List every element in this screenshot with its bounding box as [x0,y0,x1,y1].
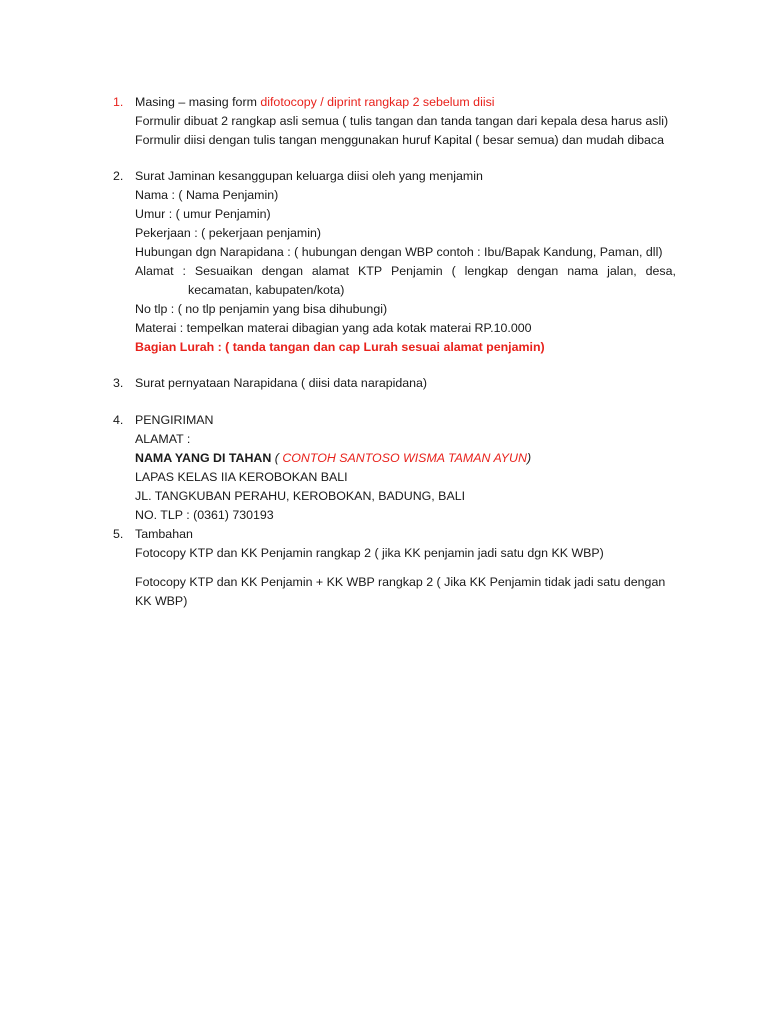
example-close-paren: ) [526,451,532,465]
item-4-telp: NO. TLP : (0361) 730193 [135,508,274,522]
alamat-word: dengan [261,264,303,278]
item-1-line-3: Formulir diisi dengan tulis tangan menggunakan huruf Kapital ( besar semua) dan mudah dibaca [135,133,664,147]
item-1-intro-text: Masing – masing form [135,95,261,109]
example-open-paren: ( [271,451,283,465]
item-2-umur: Umur : ( umur Penjamin) [135,207,271,221]
alamat-word: lengkap [464,264,509,278]
alamat-word: ( [451,264,456,278]
item-2-alamat-line [135,262,676,281]
item-4-alamat-label: ALAMAT : [135,432,191,446]
item-2-notlp: No tlp : ( no tlp penjamin yang bisa dihubungi) [135,302,388,316]
list-number-1: 1. [113,95,124,109]
alamat-word: alamat [311,264,350,278]
item-2-materai: Materai : tempelkan materai dibagian yang ada kotak materai RP.10.000 [135,321,532,335]
list-number-2: 2. [113,169,124,183]
item-5-fotocopy-2: Fotocopy KTP dan KK Penjamin + KK WBP rangkap 2 ( Jika KK Penjamin tidak jadi satu dengan KK WBP) [135,575,666,608]
item-2-pekerjaan: Pekerjaan : ( pekerjaan penjamin) [135,226,321,240]
example-name: CONTOH SANTOSO WISMA TAMAN AYUN [282,451,527,465]
alamat-word: desa, [645,264,676,278]
item-4-pengiriman: PENGIRIMAN [135,413,214,427]
item-2-alamat-continued: kecamatan, kabupaten/kota) [188,283,345,297]
item-1-line-2: Formulir dibuat 2 rangkap asli semua ( tulis tangan dan tanda tangan dari kepala desa harus asli) [135,114,669,128]
alamat-word: : [182,264,186,278]
item-4-lapas: LAPAS KELAS IIA KEROBOKAN BALI [135,470,348,484]
alamat-word: KTP [358,264,383,278]
alamat-word: Sesuaikan [194,264,253,278]
nama-yang-ditahan-label: NAMA YANG DI TAHAN [135,451,272,465]
alamat-word: jalan, [607,264,637,278]
item-4-jalan: JL. TANGKUBAN PERAHU, KEROBOKAN, BADUNG, BALI [135,489,466,503]
item-5-tambahan: Tambahan [135,527,193,541]
item-1-red-instruction: difotocopy / diprint rangkap 2 sebelum diisi [260,95,495,109]
item-2-line-1: Surat Jaminan kesanggupan keluarga diisi oleh yang menjamin [135,169,483,183]
item-2-bagian-lurah: Bagian Lurah : ( tanda tangan dan cap Lurah sesuai alamat penjamin) [135,340,545,354]
list-number-4: 4. [113,413,124,427]
alamat-word: dengan [516,264,559,278]
item-2-nama: Nama : ( Nama Penjamin) [135,188,279,202]
item-5-fotocopy-1: Fotocopy KTP dan KK Penjamin rangkap 2 ( jika KK penjamin jadi satu dgn KK WBP) [135,546,604,560]
list-number-5: 5. [113,527,124,541]
list-number-3: 3. [113,376,124,390]
alamat-word: Alamat [135,264,174,278]
item-3-line-1: Surat pernyataan Narapidana ( diisi data narapidana) [135,376,428,390]
item-1-line-1 [135,93,676,112]
item-2-hubungan: Hubungan dgn Narapidana : ( hubungan dengan WBP contoh : Ibu/Bapak Kandung, Paman, dll) [135,245,663,259]
item-4-nama-line [135,449,676,468]
alamat-word: nama [567,264,599,278]
alamat-word: Penjamin [391,264,443,278]
